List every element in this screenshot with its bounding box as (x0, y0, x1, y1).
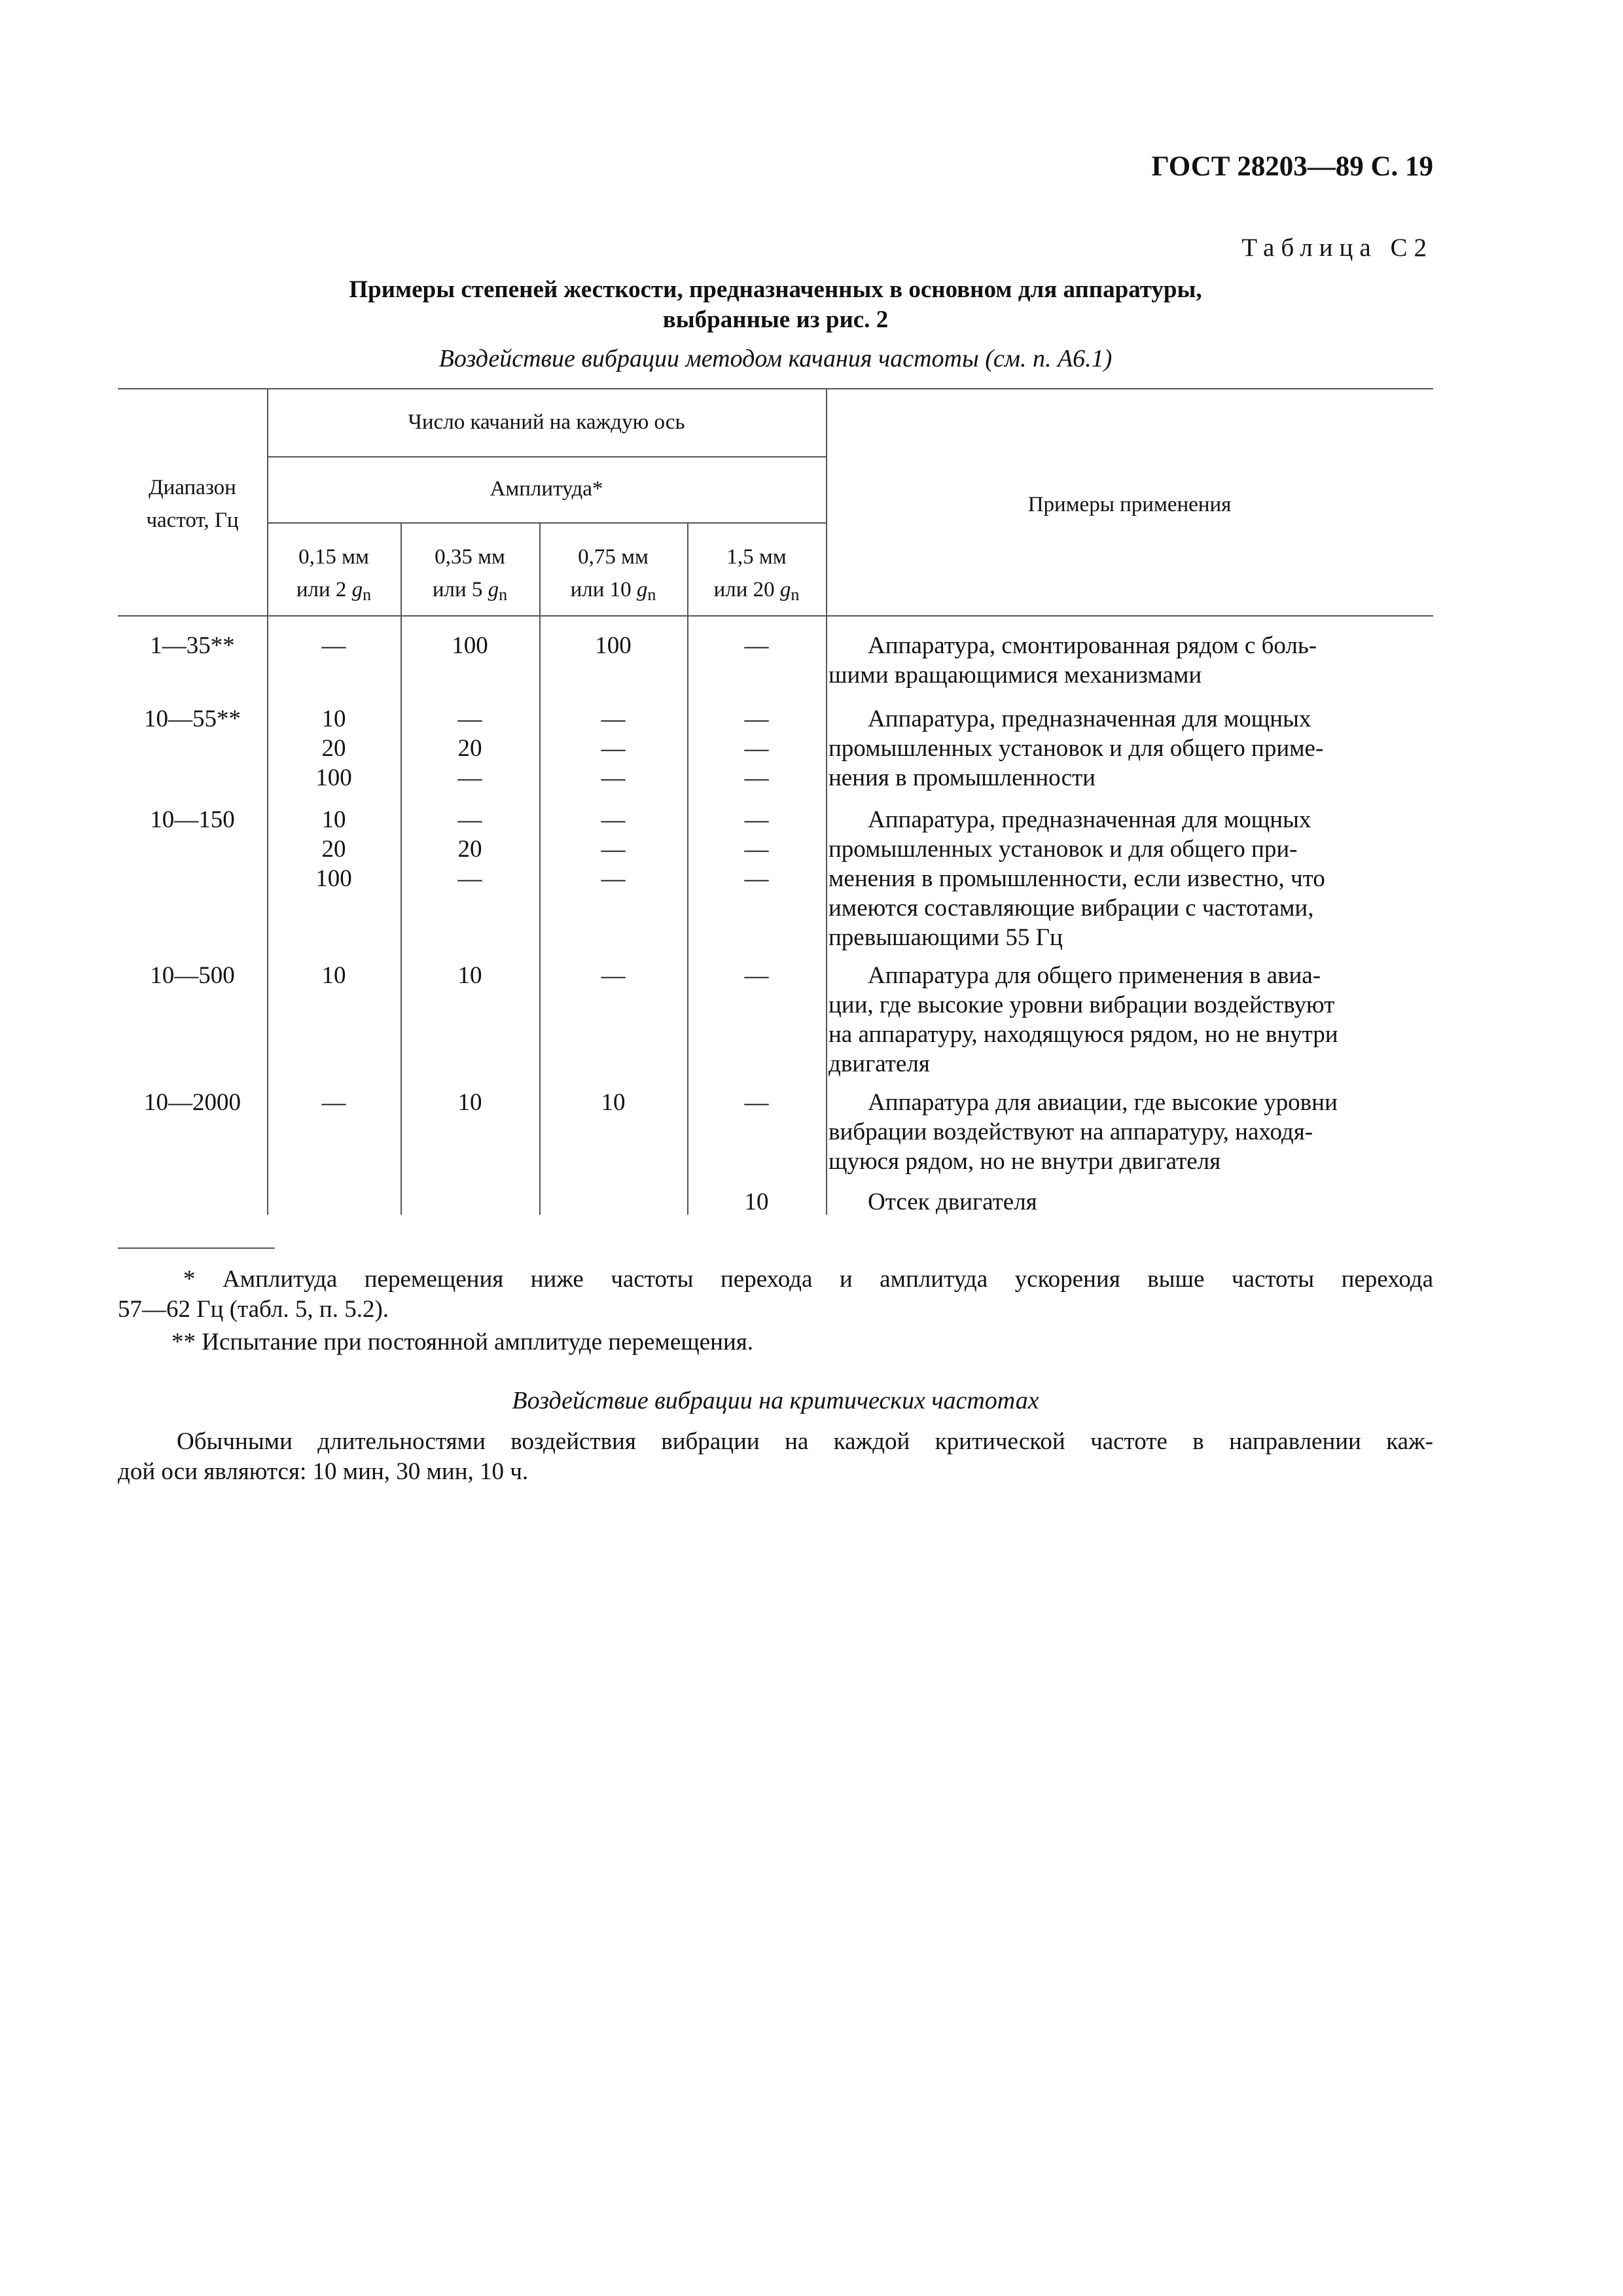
row-6-c4: 10 (744, 1189, 769, 1215)
header-rule-2 (267, 522, 826, 524)
row-3-c2: — 20 — (457, 806, 482, 892)
footnote-2: ** Испытание при постоянной амплитуде перемещения. (171, 1329, 754, 1355)
document-header: ГОСТ 28203—89 С. 19 (1151, 151, 1433, 182)
table-top-rule (118, 388, 1433, 389)
row-6-application: Отсек двигателя (868, 1189, 1037, 1215)
row-1-range: 1—35** (150, 632, 235, 659)
header-amplitude: Амплитуда* (490, 477, 603, 501)
amp-col-4-mm: 1,5 мм (726, 545, 787, 569)
header-amp-col-4 (687, 541, 826, 611)
row-4-application: Аппаратура для общего применения в авиа- ции, где высокие уровни вибрации воздействуют на аппаратуру, находящуюся рядом, но не внутри двигателя (829, 962, 1338, 1077)
header-amp-col-1 (267, 541, 401, 611)
header-range-line-1: Диапазон (149, 476, 236, 499)
amp-col-1-mm: 0,15 мм (298, 545, 369, 569)
row-2-c2: — 20 — (457, 706, 482, 791)
amp-col-2-mm: 0,35 мм (435, 545, 505, 569)
header-rule-1 (267, 456, 826, 457)
row-4-c2: 10 (457, 962, 482, 989)
footnote-1-line-1: * Амплитуда перемещения ниже частоты перехода и амплитуда ускорения выше частоты перехода (183, 1266, 1433, 1293)
table-title-line-1: Примеры степеней жесткости, предназначенных в основном для аппаратуры, (349, 276, 1202, 303)
header-examples: Примеры применения (1027, 493, 1232, 516)
amp-col-3-mm: 0,75 мм (578, 545, 649, 569)
table-title-line-2: выбранные из рис. 2 (662, 306, 889, 333)
row-2-range: 10—55** (144, 706, 241, 732)
row-4-c3: — (601, 962, 626, 989)
header-amp-col-2 (401, 541, 539, 611)
footnote-1-line-2: 57—62 Гц (табл. 5, п. 5.2). (118, 1296, 389, 1323)
body-paragraph (118, 1427, 1433, 1487)
amp-col-4-g: или 20 $g_n$ (713, 578, 800, 604)
row-5-c2: 10 (457, 1089, 482, 1116)
header-bottom-rule (118, 615, 1433, 617)
row-3-application: Аппаратура, предназначенная для мощных промышленных установок и для общего при- менения в промышленности, если известно, что имеются составляющие вибрации с частотами, превышающими 55 Гц (829, 806, 1325, 951)
footnote-1 (118, 1265, 1433, 1325)
row-5-c3: 10 (601, 1089, 626, 1116)
amp-col-3-g: или 10 $g_n$ (570, 578, 656, 604)
row-5-c1: — (321, 1089, 346, 1116)
row-2-c1: 10 20 100 (315, 706, 352, 791)
table-title (118, 275, 1433, 335)
amp-col-1-g: или 2 $g_n$ (296, 578, 372, 604)
row-3-range: 10—150 (150, 806, 235, 833)
row-2-c4: — — — (744, 706, 769, 791)
row-5-c4: — (744, 1089, 769, 1116)
row-4-c1: 10 (321, 962, 346, 989)
table-subtitle: Воздействие вибрации методом качания частоты (см. п. А6.1) (438, 345, 1113, 372)
header-range-line-2: частот, Гц (146, 509, 239, 532)
header-sweeps: Число качаний на каждую ось (408, 410, 685, 434)
row-5-application: Аппаратура для авиации, где высокие уровни вибрации воздействуют на аппаратуру, находя- щуюся рядом, но не внутри двигателя (829, 1089, 1338, 1175)
row-1-c3: 100 (595, 632, 632, 659)
row-2-application: Аппаратура, предназначенная для мощных промышленных установок и для общего приме- нения в промышленности (829, 706, 1324, 791)
footnote-rule (118, 1247, 275, 1249)
header-amp-col-3 (539, 541, 687, 611)
section-title: Воздействие вибрации на критических частотах (512, 1387, 1039, 1414)
amp-col-2-g: или 5 $g_n$ (432, 578, 508, 604)
paragraph-line-2: дой оси являются: 10 мин, 30 мин, 10 ч. (118, 1458, 529, 1485)
row-3-c3: — — — (601, 806, 626, 892)
row-1-application: Аппаратура, смонтированная рядом с боль- шими вращающимися механизмами (829, 632, 1317, 689)
row-1-c2: 100 (452, 632, 488, 659)
row-1-c4: — (744, 632, 769, 659)
row-1-c1: — (321, 632, 346, 659)
row-5-range: 10—2000 (144, 1089, 241, 1116)
header-range (118, 471, 267, 537)
paragraph-line-1: Обычными длительностями воздействия вибрации на каждой критической частоте в направлении каж- (177, 1428, 1433, 1455)
row-3-c1: 10 20 100 (315, 806, 352, 892)
table-label: Таблица С2 (1241, 234, 1433, 262)
row-2-c3: — — — (601, 706, 626, 791)
row-4-range: 10—500 (150, 962, 235, 989)
row-3-c4: — — — (744, 806, 769, 892)
row-4-c4: — (744, 962, 769, 989)
